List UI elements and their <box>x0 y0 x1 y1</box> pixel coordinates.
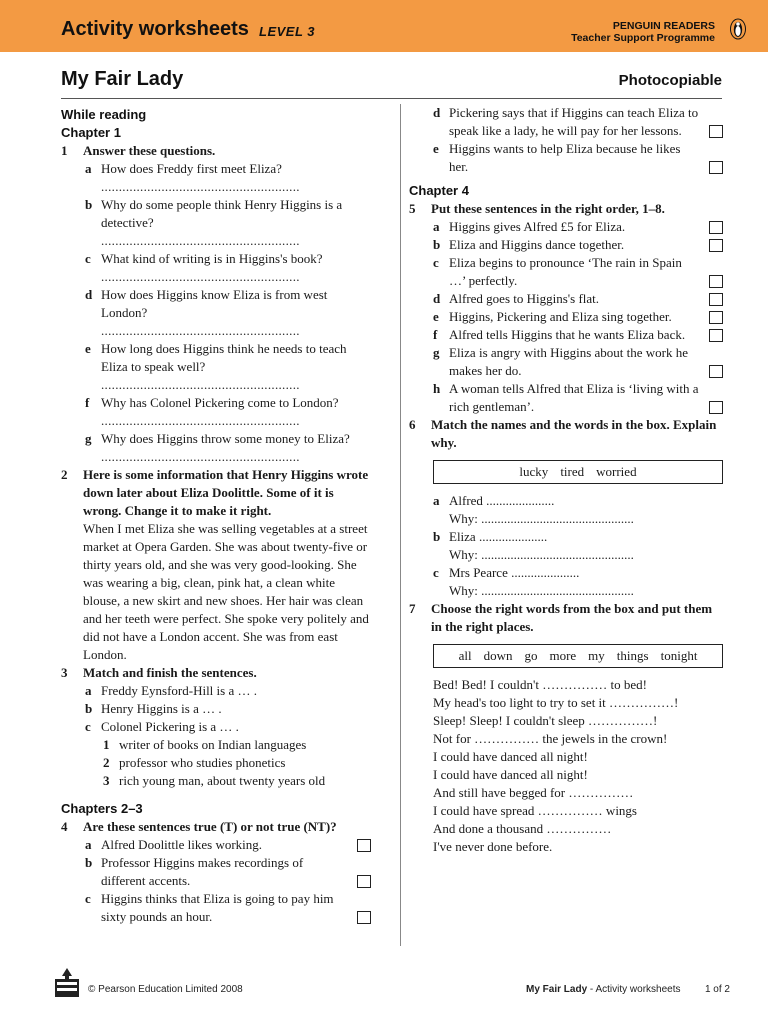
checkbox[interactable] <box>709 275 723 288</box>
question-2: 2 Here is some information that Henry Higgins wrote down later about Eliza Doolittle. Some of it is wrong. Change it to make it right. <box>61 467 369 518</box>
brand-line2: Teacher Support Programme <box>571 32 715 44</box>
answer-line[interactable]: ........................................................ <box>101 449 300 464</box>
song-line: I could have danced all night! <box>433 767 588 782</box>
why-line[interactable]: Why: ............................................... <box>449 511 634 526</box>
pearson-longman-logo-icon <box>53 966 81 998</box>
box-word: down <box>483 648 513 663</box>
box-word: tired <box>560 464 585 479</box>
song-line: My head's too light to try to set it ……………! <box>433 695 679 710</box>
question-3: 3 Match and finish the sentences. <box>61 665 257 680</box>
q1-item-c: c What kind of writing is in Higgins's book? <box>85 251 323 266</box>
q3-item-c: c Colonel Pickering is a … . <box>85 719 239 734</box>
left-column <box>61 104 371 926</box>
chapter-heading: Chapter 4 <box>409 183 469 198</box>
column-divider <box>400 104 401 946</box>
checkbox[interactable] <box>709 311 723 324</box>
why-line[interactable]: Why: ............................................... <box>449 547 634 562</box>
q5-item-b: b Eliza and Higgins dance together. <box>409 236 723 254</box>
word-box <box>433 460 723 484</box>
q3-item-a: a Freddy Eynsford-Hill is a … . <box>85 683 257 698</box>
brand-line1: PENGUIN READERS <box>612 20 715 32</box>
chapter-heading: Chapters 2–3 <box>61 801 143 816</box>
q1-item-d: d How does Higgins know Eliza is from west London? <box>85 287 328 320</box>
q2-paragraph: When I met Eliza she was selling vegetables at a street market at Opera Garden. She was about twenty-five or thirty years old, and she was very good-looking. She was wearing a big, clean, pink hat, a clean white blouse, a new skirt and new shoes. Her hair was clean and her teeth were perfect. She spoke very politely and did not have a London accent. She was from east London. <box>83 521 369 662</box>
checkbox[interactable] <box>709 329 723 342</box>
q3-item-b: b Henry Higgins is a … . <box>85 701 222 716</box>
why-line[interactable]: Why: ............................................... <box>449 583 634 598</box>
q3-option-1: 1 writer of books on Indian languages <box>103 737 307 752</box>
word-box <box>433 644 723 668</box>
answer-line[interactable]: ........................................................ <box>101 233 300 248</box>
checkbox[interactable] <box>357 875 371 888</box>
answer-line[interactable]: ........................................................ <box>101 323 300 338</box>
penguin-logo-icon <box>729 18 747 40</box>
checkbox[interactable] <box>709 161 723 174</box>
footer-book: My Fair Lady - Activity worksheets <box>526 984 681 995</box>
box-word: lucky <box>519 464 549 479</box>
box-word: worried <box>596 464 637 479</box>
question-5: 5 Put these sentences in the right order, 1–8. <box>409 201 665 216</box>
q5-item-d: d Alfred goes to Higgins's flat. <box>409 290 723 308</box>
question-1: 1 Answer these questions. <box>61 143 216 158</box>
q4-item-b: b Professor Higgins makes recordings of different accents. <box>61 854 371 890</box>
q4-item-c: c Higgins thinks that Eliza is going to pay him sixty pounds an hour. <box>61 890 371 926</box>
checkbox[interactable] <box>709 221 723 234</box>
checkbox[interactable] <box>709 365 723 378</box>
song-line: I've never done before. <box>433 839 553 854</box>
q6-item-a: a Alfred ..................... <box>433 493 555 508</box>
q6-item-b: b Eliza ..................... <box>433 529 548 544</box>
q5-item-f: f Alfred tells Higgins that he wants Eliza back. <box>409 326 723 344</box>
checkbox[interactable] <box>357 839 371 852</box>
box-word: all <box>458 648 472 663</box>
box-word: go <box>524 648 538 663</box>
checkbox[interactable] <box>709 239 723 252</box>
brand <box>571 20 715 44</box>
book-title: My Fair Lady <box>61 68 184 90</box>
q1-item-g: g Why does Higgins throw some money to Eliza? <box>85 431 350 446</box>
checkbox[interactable] <box>709 125 723 138</box>
answer-line[interactable]: ........................................................ <box>101 413 300 428</box>
q3-option-3: 3 rich young man, about twenty years old <box>103 773 326 788</box>
song-line: And still have begged for …………… <box>433 785 634 800</box>
song-line: Bed! Bed! I couldn't …………… to bed! <box>433 677 647 692</box>
answer-line[interactable]: ........................................................ <box>101 179 300 194</box>
q5-item-g: g Eliza is angry with Higgins about the work he makes her do. <box>409 344 723 380</box>
q1-item-b: b Why do some people think Henry Higgins is a detective? <box>85 197 343 230</box>
song-line: I could have danced all night! <box>433 749 588 764</box>
box-word: more <box>549 648 577 663</box>
q1-item-f: f Why has Colonel Pickering come to London? <box>85 395 339 410</box>
q4-item-a: a Alfred Doolittle likes working. <box>61 836 371 854</box>
header-rule <box>61 98 722 99</box>
worksheet-title: Activity worksheets <box>61 18 249 40</box>
question-7: 7 Choose the right words from the box and put them in the right places. <box>409 601 713 634</box>
q4-item-d: d Pickering says that if Higgins can teach Eliza to speak like a lady, he will pay for her lessons. <box>409 104 723 140</box>
song-line: Not for …………… the jewels in the crown! <box>433 731 668 746</box>
q5-item-c: c Eliza begins to pronounce ‘The rain in Spain …’ perfectly. <box>409 254 723 290</box>
box-word: my <box>588 648 605 663</box>
question-4: 4 Are these sentences true (T) or not true (NT)? <box>61 819 337 834</box>
question-6: 6 Match the names and the words in the box. Explain why. <box>409 417 717 450</box>
header-bar <box>0 0 768 52</box>
song-line: Sleep! Sleep! I couldn't sleep ……………! <box>433 713 658 728</box>
q6-item-c: c Mrs Pearce ..................... <box>433 565 580 580</box>
footer <box>0 966 768 1006</box>
answer-line[interactable]: ........................................................ <box>101 377 300 392</box>
q1-item-a: a How does Freddy first meet Eliza? <box>85 161 282 176</box>
q3-option-2: 2 professor who studies phonetics <box>103 755 286 770</box>
q1-item-e: e How long does Higgins think he needs to teach Eliza to speak well? <box>85 341 347 374</box>
answer-line[interactable]: ........................................................ <box>101 269 300 284</box>
section-heading: While reading <box>61 107 147 122</box>
photocopiable-label: Photocopiable <box>618 72 722 89</box>
q5-item-e: e Higgins, Pickering and Eliza sing together. <box>409 308 723 326</box>
box-word: tonight <box>660 648 698 663</box>
song-line: I could have spread …………… wings <box>433 803 637 818</box>
q5-item-a: a Higgins gives Alfred £5 for Eliza. <box>409 218 723 236</box>
right-column <box>409 104 723 856</box>
song-line: And done a thousand …………… <box>433 821 612 836</box>
checkbox[interactable] <box>357 911 371 924</box>
box-word: things <box>616 648 649 663</box>
page-number: 1 of 2 <box>704 984 730 995</box>
checkbox[interactable] <box>709 401 723 414</box>
q4-item-e: e Higgins wants to help Eliza because he likes her. <box>409 140 723 176</box>
q5-item-h: h A woman tells Alfred that Eliza is ‘living with a rich gentleman’. <box>409 380 723 416</box>
level-label: LEVEL 3 <box>259 24 316 39</box>
chapter-heading: Chapter 1 <box>61 125 121 140</box>
copyright-notice: © Pearson Education Limited 2008 <box>88 984 243 995</box>
checkbox[interactable] <box>709 293 723 306</box>
